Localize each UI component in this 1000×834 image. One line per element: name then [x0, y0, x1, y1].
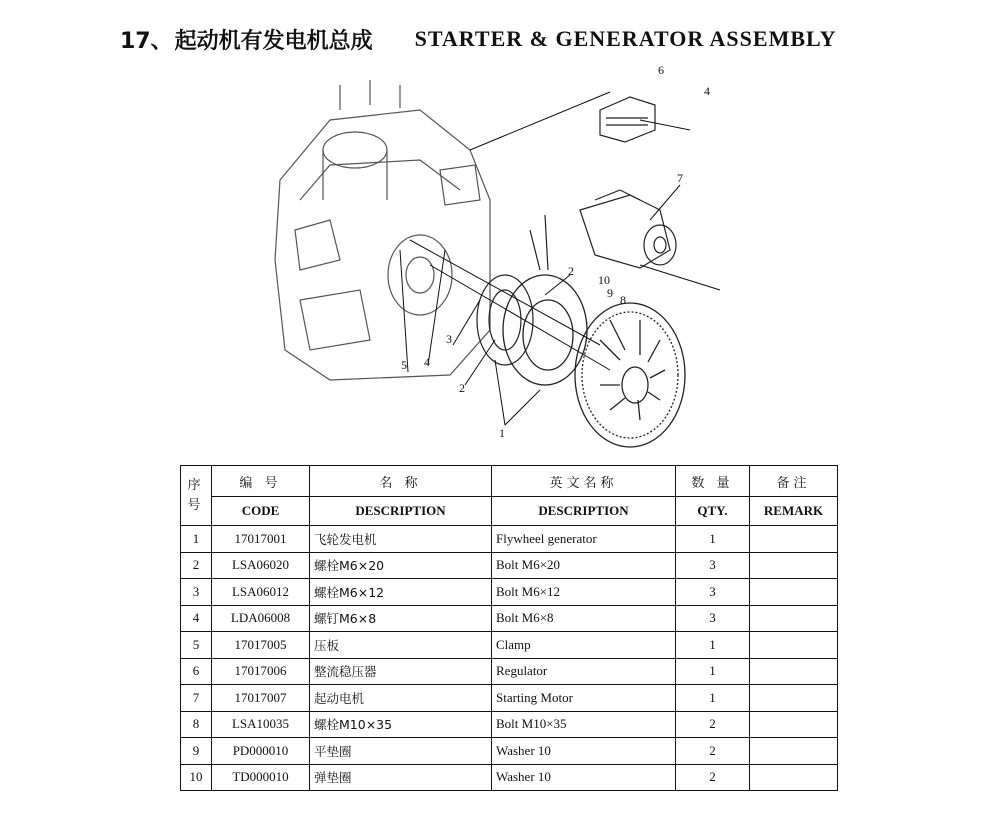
section-number: 17、: [120, 28, 173, 54]
part-remark: [750, 605, 838, 632]
callout-label: 4: [424, 355, 430, 369]
part-name-en: Clamp: [492, 632, 676, 659]
row-number: 7: [181, 685, 212, 712]
part-name-cn: 平垫圈: [310, 738, 492, 765]
part-name-cn: 压板: [310, 632, 492, 659]
part-code: 17017005: [212, 632, 310, 659]
part-code: PD000010: [212, 738, 310, 765]
part-name-en: Bolt M6×20: [492, 552, 676, 579]
header-code-en: CODE: [212, 497, 310, 526]
row-number: 10: [181, 764, 212, 791]
row-number: 5: [181, 632, 212, 659]
part-remark: [750, 632, 838, 659]
callout-label: 9: [607, 286, 613, 300]
part-name-cn: 飞轮发电机: [310, 526, 492, 553]
part-code: LSA06012: [212, 579, 310, 606]
part-qty: 1: [676, 658, 750, 685]
part-name-cn: 螺钉M6×8: [310, 605, 492, 632]
row-number: 1: [181, 526, 212, 553]
table-row: [181, 579, 838, 606]
callout-label: 4: [704, 84, 710, 98]
title-english: STARTER & GENERATOR ASSEMBLY: [414, 26, 837, 51]
part-remark: [750, 711, 838, 738]
header-qty-cn: 数 量: [676, 466, 750, 497]
page-title: [120, 22, 920, 56]
callout-label: 2: [568, 264, 574, 278]
flywheel-drawing: [575, 303, 685, 447]
stator-coil-drawing: [477, 215, 548, 365]
part-name-en: Washer 10: [492, 764, 676, 791]
table-row: [181, 526, 838, 553]
table-row: [181, 764, 838, 791]
callout-label: 2: [459, 381, 465, 395]
header-name-cn: 名 称: [310, 466, 492, 497]
part-remark: [750, 579, 838, 606]
part-name-en: Bolt M6×8: [492, 605, 676, 632]
part-code: 17017007: [212, 685, 310, 712]
callout-label: 10: [598, 273, 610, 287]
part-name-cn: 螺栓M6×12: [310, 579, 492, 606]
part-qty: 2: [676, 711, 750, 738]
rotor-ring-drawing: [503, 275, 587, 385]
header-seq: [181, 466, 212, 526]
part-qty: 2: [676, 764, 750, 791]
part-code: LDA06008: [212, 605, 310, 632]
part-remark: [750, 658, 838, 685]
part-qty: 2: [676, 738, 750, 765]
table-row: [181, 552, 838, 579]
part-remark: [750, 764, 838, 791]
part-qty: 1: [676, 685, 750, 712]
row-number: 8: [181, 711, 212, 738]
row-number: 4: [181, 605, 212, 632]
table-header-row-cn: [181, 466, 838, 497]
row-number: 2: [181, 552, 212, 579]
part-name-en: Bolt M6×12: [492, 579, 676, 606]
header-seq-top: 序: [187, 477, 205, 493]
part-code: LSA06020: [212, 552, 310, 579]
part-qty: 3: [676, 552, 750, 579]
part-name-cn: 弹垫圈: [310, 764, 492, 791]
part-name-en: Regulator: [492, 658, 676, 685]
part-name-en: Starting Motor: [492, 685, 676, 712]
callout-label: 5: [401, 358, 407, 372]
callout-label: 8: [620, 293, 626, 307]
part-qty: 3: [676, 605, 750, 632]
header-name-en-cn: 英文名称: [492, 466, 676, 497]
table-header-row-en: [181, 497, 838, 526]
callout-label: 1: [499, 426, 505, 440]
parts-table: [180, 465, 838, 791]
part-name-cn: 螺栓M10×35: [310, 711, 492, 738]
part-remark: [750, 526, 838, 553]
table-row: [181, 685, 838, 712]
part-name-en: Bolt M10×35: [492, 711, 676, 738]
part-name-cn: 整流稳压器: [310, 658, 492, 685]
table-row: [181, 658, 838, 685]
part-name-cn: 螺栓M6×20: [310, 552, 492, 579]
part-code: 17017001: [212, 526, 310, 553]
header-seq-bottom: 号: [187, 497, 205, 513]
table-row: [181, 605, 838, 632]
callout-label: 6: [658, 63, 664, 77]
header-desc-en: DESCRIPTION: [492, 497, 676, 526]
callout-label: 7: [677, 171, 683, 185]
header-code-cn: 编 号: [212, 466, 310, 497]
starter-motor-drawing: [580, 190, 676, 268]
part-name-en: Flywheel generator: [492, 526, 676, 553]
part-remark: [750, 738, 838, 765]
title-chinese: 起动机有发电机总成: [174, 28, 373, 54]
part-code: 17017006: [212, 658, 310, 685]
part-code: LSA10035: [212, 711, 310, 738]
table-row: [181, 632, 838, 659]
part-remark: [750, 552, 838, 579]
header-qty-en: QTY.: [676, 497, 750, 526]
part-code: TD000010: [212, 764, 310, 791]
callout-label: 3: [446, 332, 452, 346]
row-number: 6: [181, 658, 212, 685]
part-remark: [750, 685, 838, 712]
header-remark-cn: 备注: [750, 466, 838, 497]
table-row: [181, 738, 838, 765]
engine-block-drawing: [275, 80, 490, 380]
part-qty: 3: [676, 579, 750, 606]
regulator-drawing: [600, 97, 655, 142]
header-remark-en: REMARK: [750, 497, 838, 526]
header-desc-cn-en: DESCRIPTION: [310, 497, 492, 526]
row-number: 9: [181, 738, 212, 765]
table-row: [181, 711, 838, 738]
exploded-assembly-diagram: [250, 60, 770, 450]
part-name-cn: 起动电机: [310, 685, 492, 712]
part-name-en: Washer 10: [492, 738, 676, 765]
part-qty: 1: [676, 526, 750, 553]
row-number: 3: [181, 579, 212, 606]
part-qty: 1: [676, 632, 750, 659]
